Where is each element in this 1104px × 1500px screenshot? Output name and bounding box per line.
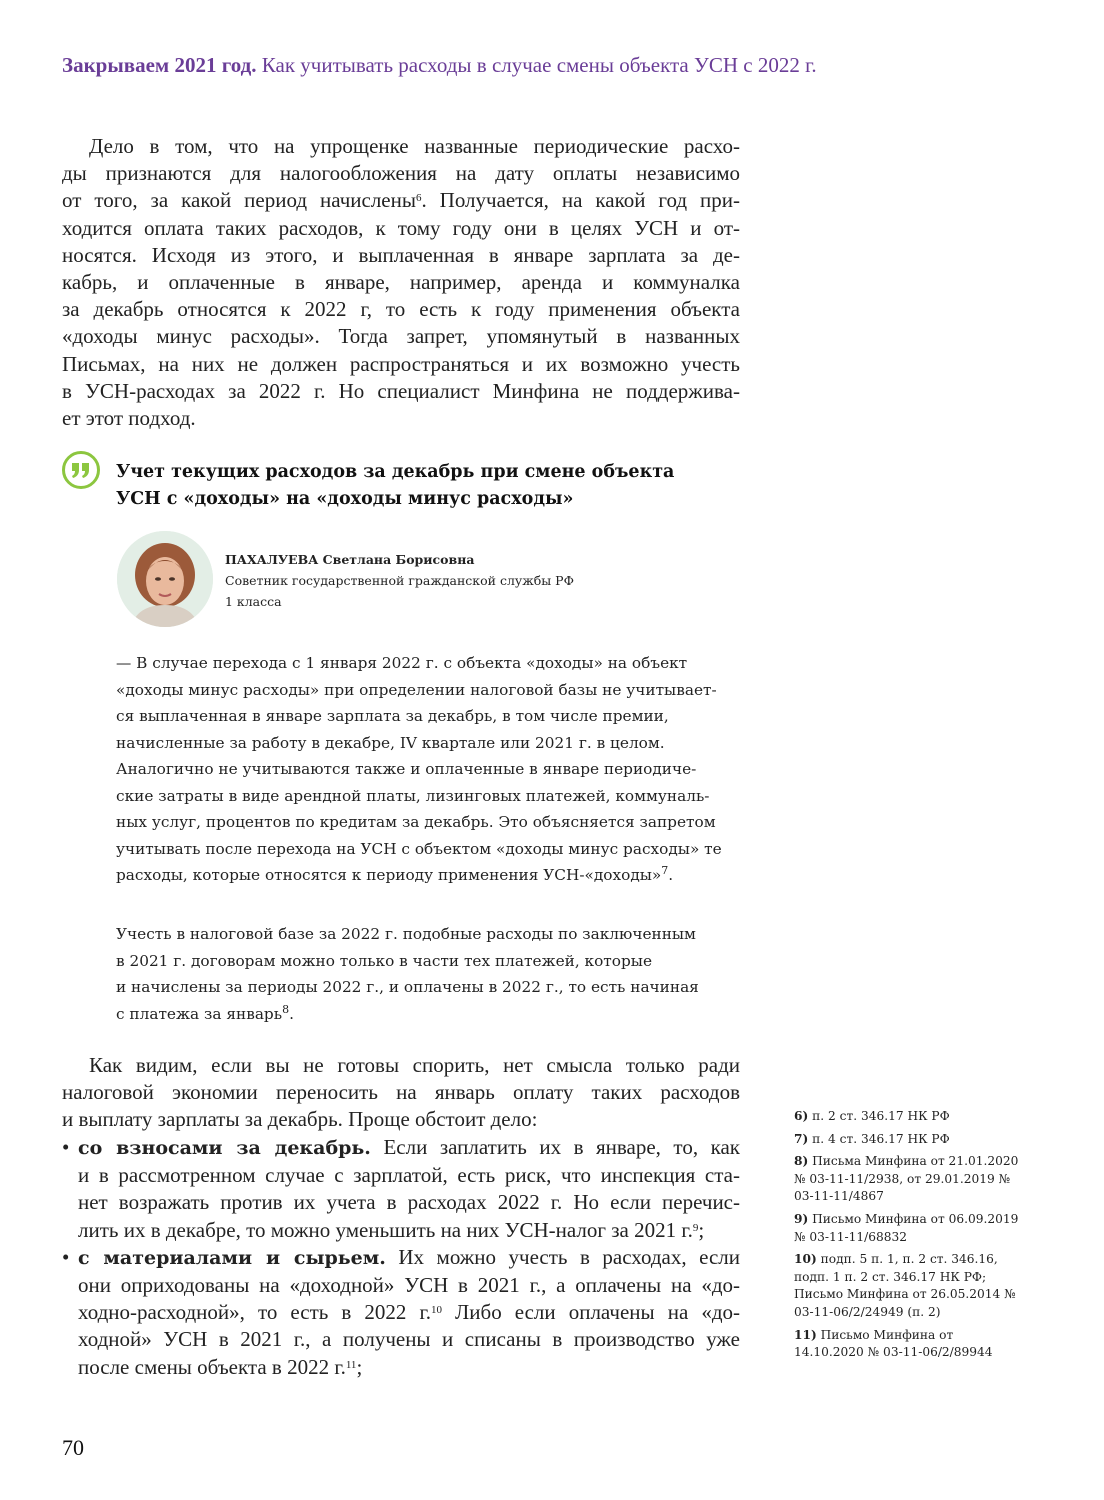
bullet-lead: с материалами и сырьем. (78, 1246, 386, 1269)
expert-answer-2 (116, 921, 736, 1027)
text-fragment: Либо если оплачены на «до- (455, 1300, 741, 1325)
text-line (116, 862, 736, 889)
text-fragment: Их можно учесть в расходах, если (385, 1244, 740, 1269)
text-line: нет возражать против их учета в расходах 2022 г. Но если перечис- (78, 1190, 740, 1215)
header-section: Закрываем 2021 год. (62, 53, 257, 77)
text-line: ет этот подход. (62, 406, 196, 431)
text-fragment: . (668, 866, 674, 884)
text-line: они оприходованы на «доходной» УСН в 2021 г., а оплачены на «до- (78, 1273, 740, 1298)
expert-info (225, 549, 725, 612)
bullet-icon: • (62, 1135, 70, 1159)
bullet-list (62, 1134, 740, 1381)
footnote-number: 10) (794, 1252, 817, 1267)
header-title: Как учитывать расходы в случае смены объекта УСН с 2022 г. (261, 53, 817, 77)
text-line: в 2021 г. договорам можно только в части тех платежей, которые (116, 951, 653, 970)
footnote (794, 1131, 1024, 1149)
quote-icon (62, 451, 100, 489)
text-line: Аналогично не учитываются также и оплаченные в январе периодиче- (116, 760, 697, 778)
text-line: кабрь, и оплаченные в январе, например, аренда и коммуналка (62, 270, 740, 295)
footnote-number: 8) (794, 1154, 809, 1169)
text-fragment: ; (698, 1217, 705, 1242)
text-line: ных услуг, процентов по кредитам за декабрь. Это объясняется запретом (116, 813, 716, 831)
footnote-text: Письма Минфина от 21.01.2020 № 03-11-11/2938, от 29.01.2019 № 03-11-11/4867 (794, 1154, 1019, 1204)
text-line: Письмах, на них не должен распространяться и их возможно учесть (62, 351, 740, 376)
text-line: Учесть в налоговой базе за 2022 г. подобные расходы по заключенным (116, 925, 696, 943)
footnotes (794, 1108, 1024, 1367)
text-line: и в рассмотренном случае с зарплатой, есть риск, что инспекция ста- (78, 1163, 740, 1188)
text-fragment: . Получается, на какой год при- (421, 188, 740, 213)
text-line: налоговой экономии переносить на январь оплату таких расходов (62, 1080, 740, 1105)
expert-avatar (117, 531, 213, 627)
running-header (62, 53, 1062, 78)
page-number: 70 (62, 1435, 84, 1460)
expert-position: 1 класса (225, 594, 282, 609)
footnote-ref[interactable]: 11 (345, 1358, 357, 1371)
text-line: ся выплаченная в январе зарплата за декабрь, в том числе премии, (116, 707, 669, 725)
text-fragment: ходно-расходной», то есть в 2022 г. (78, 1300, 431, 1325)
text-fragment: расходы, которые относятся к периоду применения УСН-«доходы» (116, 866, 662, 884)
text-fragment: лить их в декабре, то можно уменьшить на них УСН-налог за 2021 г. (78, 1217, 693, 1242)
text-fragment: . (289, 1004, 294, 1023)
expert-position: Советник государственной гражданской службы РФ (225, 573, 574, 588)
footnote (794, 1211, 1024, 1246)
text-line: — В случае перехода с 1 января 2022 г. с объекта «доходы» на объект (116, 654, 688, 672)
footnote-number: 6) (794, 1109, 809, 1123)
text-line (78, 1299, 740, 1326)
footnote-ref[interactable]: 6 (415, 192, 422, 205)
text-line: ходится оплата таких расходов, к тому году они в целях УСН и от- (62, 215, 740, 240)
footnote-number: 9) (794, 1211, 809, 1226)
quote-title-line: Учет текущих расходов за декабрь при смене объекта (116, 462, 675, 482)
text-line: и начислены за периоды 2022 г., и оплачены в 2022 г., то есть начиная (116, 978, 699, 996)
text-line: начисленные за работу в декабре, IV квартале или 2021 г. в целом. (116, 733, 665, 752)
expert-name: ПАХАЛУЕВА Светлана Борисовна (225, 552, 475, 567)
text-line (78, 1354, 740, 1381)
paragraph-2 (62, 1052, 740, 1134)
paragraph-1 (62, 133, 740, 432)
footnote (794, 1108, 1024, 1126)
quote-title (116, 459, 736, 513)
list-item (62, 1134, 740, 1244)
text-line (78, 1217, 740, 1244)
text-line (78, 1244, 740, 1272)
footnote-text: Письмо Минфина от 06.09.2019 № 03-11-11/68832 (794, 1211, 1019, 1244)
text-line: за декабрь относятся к 2022 г, то есть к году применения объекта (62, 297, 740, 322)
expert-answer-1 (116, 650, 736, 889)
text-fragment: от того, за какой период начислены (62, 188, 416, 213)
footnote-ref[interactable]: 10 (430, 1304, 442, 1317)
footnote-ref[interactable]: 9 (692, 1221, 699, 1234)
footnote (794, 1153, 1024, 1206)
footnote-number: 11) (794, 1327, 817, 1342)
footnote (794, 1327, 1024, 1362)
text-line: ходной» УСН в 2021 г., а получены и списаны в производство уже (78, 1327, 740, 1352)
text-line: Как видим, если вы не готовы спорить, нет смысла только ради (89, 1053, 740, 1077)
text-line: в УСН-расходах за 2022 г. Но специалист Минфина не поддержива- (62, 378, 740, 403)
text-line: носятся. Исходя из этого, и выплаченная в январе зарплата за де- (62, 242, 740, 267)
text-line: учитывать после перехода на УСН с объектом «доходы минус расходы» те (116, 839, 722, 858)
text-fragment: с платежа за январь (116, 1004, 283, 1023)
footnote (794, 1251, 1024, 1321)
footnote-ref[interactable]: 7 (661, 864, 669, 877)
footnote-text: п. 4 ст. 346.17 НК РФ (812, 1131, 950, 1146)
footnote-text: подп. 5 п. 1, п. 2 ст. 346.16, подп. 1 п. 2 ст. 346.17 НК РФ; Письмо Минфина от 26.05.2014 № 03-11-06/2/24949 (п. 2) (794, 1252, 1016, 1319)
footnote-text: п. 2 ст. 346.17 НК РФ (812, 1109, 950, 1123)
text-fragment: Если заплатить их в январе, то, как (370, 1135, 740, 1159)
footnote-number: 7) (794, 1131, 809, 1146)
text-line: «доходы минус расходы» при определении налоговой базы не учитывает- (116, 680, 717, 699)
list-item (62, 1244, 740, 1381)
text-line: ды признаются для налогообложения на дату оплаты независимо (62, 161, 740, 186)
text-line: и выплату зарплаты за декабрь. Проще обстоит дело: (62, 1107, 538, 1132)
quote-title-line: УСН с «доходы» на «доходы минус расходы» (116, 489, 574, 509)
text-line: ские затраты в виде арендной платы, лизинговых платежей, коммуналь- (116, 786, 710, 805)
text-line: Дело в том, что на упрощенке названные периодические расхо- (89, 134, 740, 158)
text-line (62, 187, 740, 214)
text-line (116, 1001, 736, 1028)
footnote-ref[interactable]: 8 (282, 1002, 290, 1016)
bullet-icon: • (62, 1244, 70, 1269)
footnote-text: Письмо Минфина от 14.10.2020 № 03-11-06/2/89944 (794, 1327, 993, 1360)
text-line: «доходы минус расходы». Тогда запрет, упомянутый в названных (62, 324, 740, 349)
text-line (78, 1134, 740, 1162)
text-fragment: после смены объекта в 2022 г. (78, 1354, 346, 1379)
bullet-lead: со взносами за декабрь. (78, 1137, 371, 1159)
text-fragment: ; (356, 1354, 363, 1379)
